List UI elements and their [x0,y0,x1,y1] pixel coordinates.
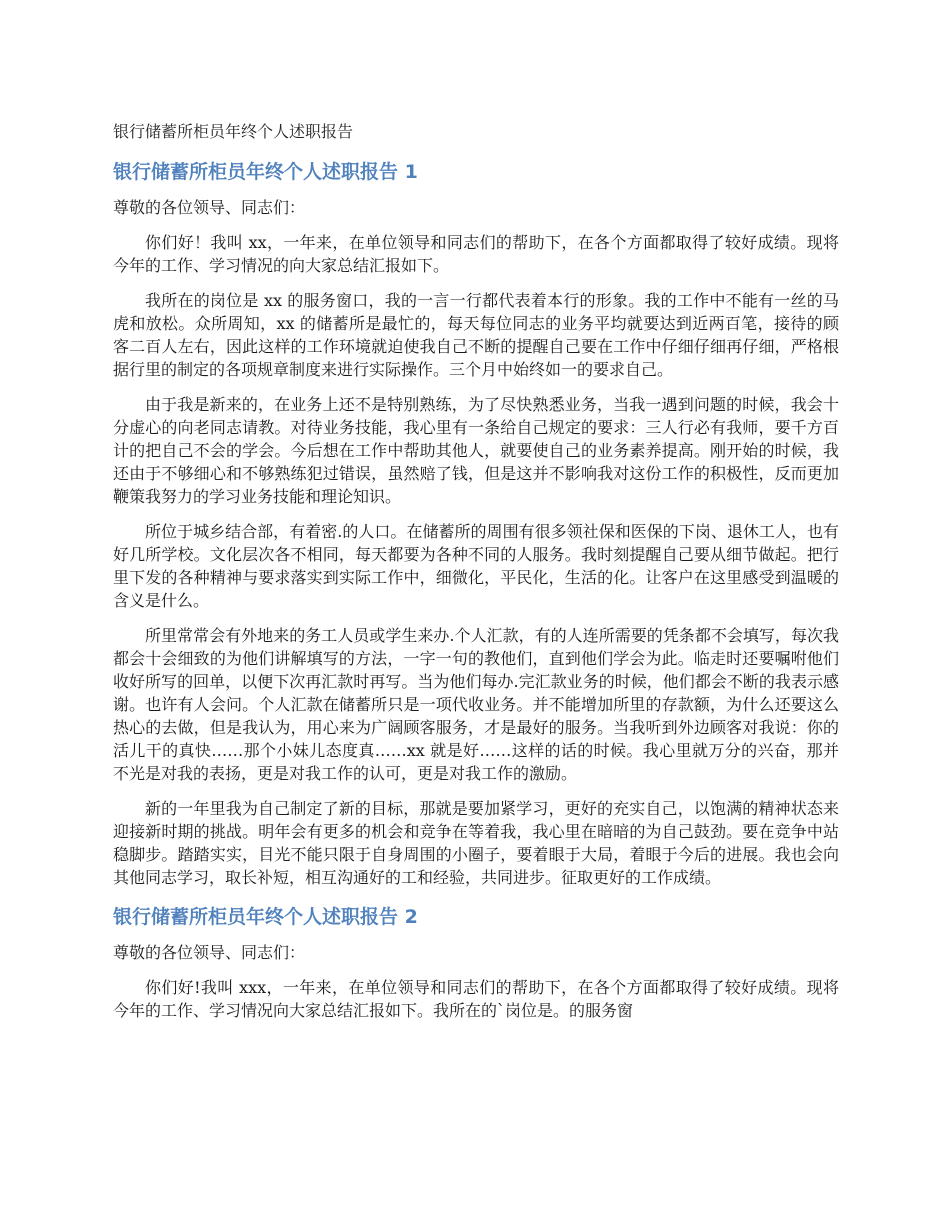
paragraph: 我所在的岗位是 xx 的服务窗口，我的一言一行都代表着本行的形象。我的工作中不能有一丝的马虎和放松。众所周知，xx 的储蓄所是最忙的，每天每位同志的业务平均就要达到近两百笔，接待的顾客二百人左右，因此这样的工作环境就迫使我自己不断的提醒自己要在工作中仔细仔细再仔细，严格根据行里的制定的各项规章制度来进行实际操作。三个月中始终如一的要求自己。 [113,291,839,379]
paragraph: 所位于城乡结合部，有着密.的人口。在储蓄所的周围有很多领社保和医保的下岗、退休工人，也有好几所学校。文化层次各不相同，每天都要为各种不同的人服务。我时刻提醒自己要从细节做起。把行里下发的各种精神与要求落实到实际工作中，细微化，平民化，生活的化。让客户在这里感受到温暖的含义是什么。 [113,522,839,610]
salutation: 尊敬的各位领导、同志们： [113,943,306,962]
section-heading-2: 银行储蓄所柜员年终个人述职报告 2 [113,906,418,928]
paragraph: 所里常常会有外地来的务工人员或学生来办.个人汇款，有的人连所需要的凭条都不会填写，每次我都会十会细致的为他们讲解填写的方法，一字一句的教他们，直到他们学会为此。临走时还要嘱咐他们收好所写的回单，以便下次再汇款时再写。当为他们每办.完汇款业务的时候，他们都会不断的我表示感谢。也许有人会问。个人汇款在储蓄所只是一项代收业务。并不能增加所里的存款额，为什么还要这么热心的去做，但是我认为，用心来为广阔顾客服务，才是最好的服务。当我听到外边顾客对我说：你的活儿干的真快……那个小妹儿态度真……xx 就是好……这样的话的时候。我心里就万分的兴奋，那并不光是对我的表扬，更是对我工作的认可，更是对我工作的激励。 [113,626,839,783]
paragraph: 你们好!我叫 xxx，一年来，在单位领导和同志们的帮助下，在各个方面都取得了较好成绩。现将今年的工作、学习情况向大家总结汇报如下。我所在的`岗位是。的服务窗 [113,978,839,1020]
report-section-1 [113,158,839,889]
salutation: 尊敬的各位领导、同志们： [113,198,306,217]
paragraph: 由于我是新来的，在业务上还不是特别熟练，为了尽快熟悉业务，当我一遇到问题的时候，我会十分虚心的向老同志请教。对待业务技能，我心里有一条给自己规定的要求：三人行必有我师，要千方百计的把自己不会的学会。今后想在工作中帮助其他人，就要使自己的业务素养提高。刚开始的时候，我还由于不够细心和不够熟练犯过错误，虽然赔了钱，但是这并不影响我对这份工作的积极性，反而更加鞭策我努力的学习业务技能和理论知识。 [113,395,839,506]
document-title: 银行储蓄所柜员年终个人述职报告 [113,122,354,141]
report-section-2 [113,903,839,1022]
section-heading-1: 银行储蓄所柜员年终个人述职报告 1 [113,161,418,183]
paragraph: 新的一年里我为自己制定了新的目标，那就是要加紧学习，更好的充实自己，以饱满的精神状态来迎接新时期的挑战。明年会有更多的机会和竞争在等着我，我心里在暗暗的为自己鼓劲。要在竞争中站稳脚步。踏踏实实，目光不能只限于自身周围的小圈子，要着眼于大局，着眼于今后的进展。我也会向其他同志学习，取长补短，相互沟通好的工和经验，共同进步。征取更好的工作成绩。 [113,799,839,887]
document-page [113,120,839,1034]
paragraph: 你们好！我叫 xx，一年来，在单位领导和同志们的帮助下，在各个方面都取得了较好成绩。现将今年的工作、学习情况的向大家总结汇报如下。 [113,233,839,275]
